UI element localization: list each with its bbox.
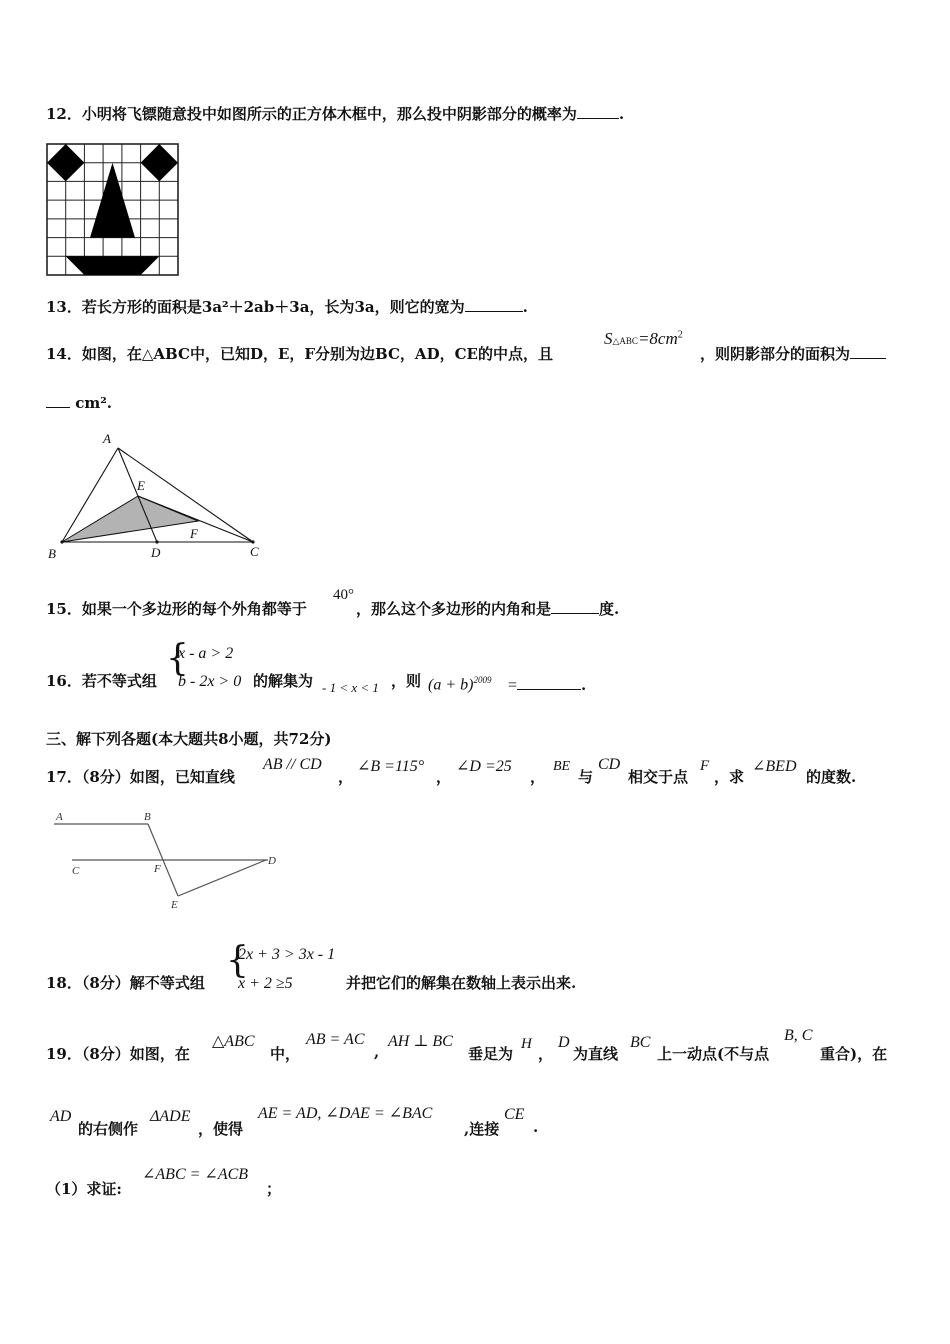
q17-parallel: AB // CD [263, 756, 322, 773]
fig17-label-a: A [56, 811, 63, 823]
q12-text: 小明将飞镖随意投中如图所示的正方体木框中，那么投中阴影部分的概率为 [81, 105, 577, 123]
q19-right: 的右侧作 [78, 1120, 139, 1138]
q19-num [46, 1043, 190, 1064]
q19-chong: 重合)，在 [820, 1045, 888, 1063]
q19-part1-expr: ∠ABC = ∠ACB [142, 1166, 249, 1183]
q18-number: 18． [46, 974, 82, 992]
q16-eq: = [508, 677, 518, 694]
q19-shi: ，使得 [198, 1120, 244, 1138]
q15-post [356, 598, 619, 619]
q17-num [46, 766, 235, 787]
q18-ineq-1: 2x + 3 > 3x - 1 [238, 946, 336, 963]
q16-num [46, 670, 157, 691]
q14-blank-b [46, 393, 70, 408]
q16-expr-base: (a + b) [428, 676, 474, 694]
q17-angle-b: ∠B =115° [357, 758, 425, 775]
q19-dot: . [533, 1118, 539, 1136]
q19-bc: BC [630, 1034, 651, 1051]
q14-unit-line [46, 393, 112, 412]
q19-shang: 上一动点(不与点 [657, 1045, 770, 1063]
fig17-label-f: F [154, 863, 161, 875]
q14-line [46, 343, 553, 364]
q16-exp: 2009 [473, 675, 492, 685]
label-f: F [190, 526, 198, 541]
q16-expr [428, 675, 491, 694]
q14-unit: cm². [75, 394, 113, 412]
q17-figure [50, 808, 282, 914]
q14-blank-a [850, 344, 886, 359]
q18-brace: { [226, 940, 249, 981]
area-sup: 2 [677, 329, 683, 341]
q17-be: BE [553, 759, 571, 774]
q16-range: - 1 < x < 1 [322, 680, 379, 695]
label-d: D [151, 545, 161, 560]
q15-angle: 40° [333, 587, 354, 603]
q13-end: . [522, 298, 528, 316]
q13-length: 3a [354, 298, 375, 316]
q19-number: 19． [46, 1045, 82, 1063]
q19-eq1: AB = AC [306, 1031, 365, 1048]
left-diamond [47, 144, 84, 181]
q19-d: D [558, 1034, 570, 1051]
q14-triangle-figure [40, 428, 272, 564]
q17-yu: 与 [578, 768, 594, 786]
q15-pre: 如果一个多边形的每个外角都等于 [81, 600, 307, 618]
q17-comma-3: ， [530, 768, 546, 786]
q19-comma-1: , [374, 1043, 380, 1061]
q13-pre: 若长方形的面积是 [81, 298, 202, 316]
area-sub: △ABC [612, 336, 638, 346]
q19-part1: （1）求证: [46, 1180, 122, 1198]
q17-f: F [700, 758, 710, 774]
right-diamond [141, 144, 178, 181]
q16-blank [517, 679, 581, 690]
q19-cond: AE = AD, ∠DAE = ∠BAC [258, 1105, 433, 1122]
q16-number: 16． [46, 672, 82, 690]
q17-angle-d: ∠D =25 [456, 758, 512, 775]
q18-pts: （8分）解不等式组 [81, 974, 205, 992]
q17-end: 的度数. [806, 768, 857, 786]
q19-ade: ΔADE [150, 1108, 191, 1125]
label-c: C [250, 544, 259, 559]
q19-h: H [521, 1036, 532, 1052]
q14-number: 14． [46, 345, 82, 363]
fig17-label-b: B [144, 811, 151, 823]
q14-pre: 如图，在△ABC中，已知D，E，F分别为边BC，AD，CE的中点，且 [81, 345, 553, 363]
q19-lian: ,连接 [464, 1120, 500, 1138]
q16-end: . [581, 676, 587, 694]
q17-bed: ∠BED [752, 758, 797, 775]
q13-expr: 3a²＋2ab＋3a [201, 298, 310, 316]
q13-number: 13． [46, 298, 82, 316]
q19-chui: 垂足为 [468, 1045, 514, 1063]
q16-brace: { [166, 638, 189, 679]
shaded-region [62, 496, 198, 542]
q12-number: 12． [46, 105, 82, 123]
q15-post-text: ，那么这个多边形的内角和是 [356, 600, 552, 618]
q13-blank [465, 297, 523, 312]
q15-line [46, 598, 307, 619]
q12-line [46, 103, 624, 124]
q15-number: 15． [46, 600, 82, 618]
q12-end: . [618, 105, 625, 123]
q19-tri: △ABC [212, 1033, 255, 1050]
fig17-label-c: C [72, 865, 80, 877]
q17-pts: （8分）如图，已知直线 [81, 768, 235, 786]
q18-post: 并把它们的解集在数轴上表示出来. [346, 974, 577, 992]
label-b: B [48, 546, 56, 561]
q19-pts: （8分）如图，在 [81, 1045, 190, 1063]
q15-blank [551, 599, 599, 614]
q17-qiu: ，求 [714, 768, 745, 786]
q16-ineq-2: b - 2x > 0 [178, 673, 242, 690]
q17-comma-2: ， [436, 768, 452, 786]
q14-post [700, 343, 886, 364]
q18-ineq-2: x + 2 ≥5 [238, 975, 293, 992]
q19-wei: 为直线 [573, 1045, 619, 1063]
q19-semi: ； [266, 1180, 282, 1198]
q13-post: ，则它的宽为 [374, 298, 465, 316]
area-value: =8cm [637, 329, 678, 348]
q12-blank [577, 104, 619, 119]
area-s: S [604, 329, 613, 348]
section-3-heading: 三、解下列各题(本大题共8小题，共72分) [46, 730, 332, 748]
q17-mid: 相交于点 [628, 768, 689, 786]
bottom-trapezoid [66, 256, 160, 275]
label-a: A [103, 431, 111, 446]
q15-end: 度. [599, 600, 620, 618]
q14-area-formula [604, 329, 683, 349]
q17-comma-1: ， [338, 768, 354, 786]
q16-mid: 的解集为 [253, 672, 314, 690]
fig17-label-d: D [268, 855, 276, 867]
q17-number: 17． [46, 768, 82, 786]
q16-pre: 若不等式组 [81, 672, 157, 690]
q16-post: ，则 [391, 672, 422, 690]
q16-ineq-1: x - a > 2 [178, 645, 234, 662]
q19-comma-2: ， [538, 1045, 554, 1063]
q13-mid: ，长为 [309, 298, 355, 316]
q17-cd: CD [598, 756, 621, 773]
q19-ce: CE [504, 1106, 525, 1123]
q19-eq2: AH ⊥ BC [388, 1033, 453, 1050]
q14-post-text: ，则阴影部分的面积为 [700, 345, 851, 363]
q12-grid-figure [46, 143, 180, 277]
q19-ad: AD [50, 1108, 72, 1125]
q16-eq-line [508, 675, 586, 695]
q13-line [46, 296, 528, 317]
q19-bc2: B, C [784, 1027, 813, 1044]
q18-num [46, 972, 205, 993]
q19-zhong: 中， [270, 1045, 301, 1063]
label-e: E [137, 478, 145, 493]
fig17-label-e: E [171, 899, 178, 911]
